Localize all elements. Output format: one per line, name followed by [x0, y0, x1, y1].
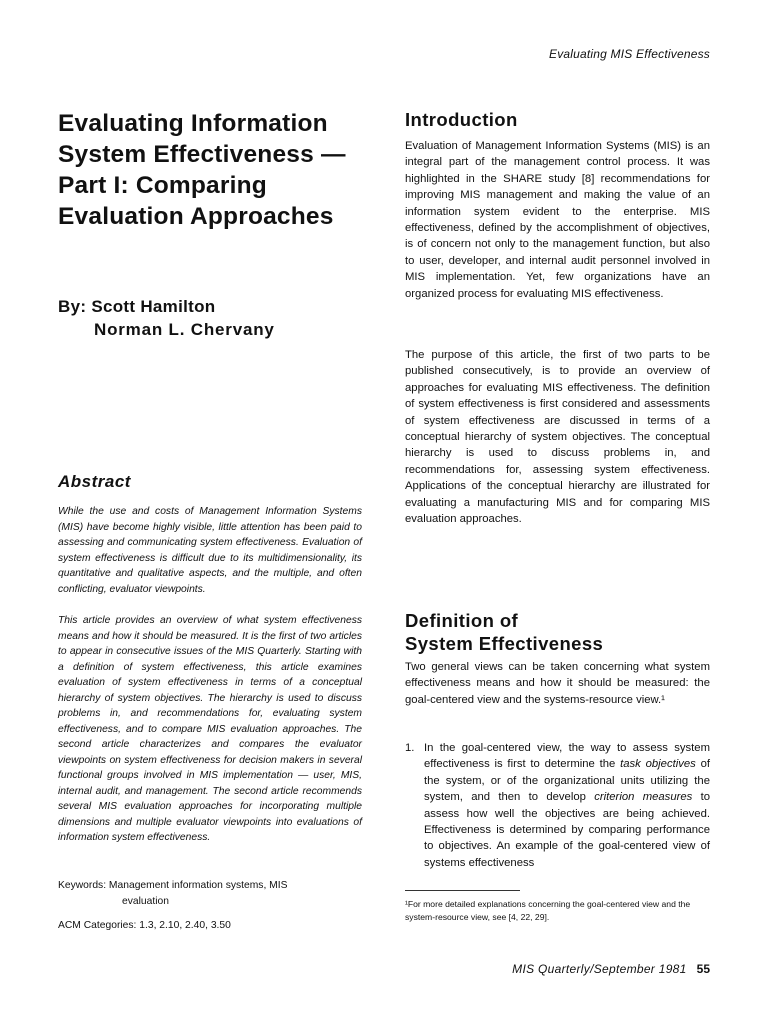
author-byline [58, 295, 362, 341]
title-line: Evaluation Approaches [58, 203, 334, 230]
emphasis-task-objectives: task objectives [620, 758, 696, 771]
acm-categories: ACM Categories: 1.3, 2.10, 2.40, 3.50 [58, 920, 231, 931]
page-footer [512, 962, 710, 976]
heading-line: Definition of [405, 610, 519, 631]
list-text-part: to assess how well the objectives are being achieved. Effectiveness is determined by comparing performance to objectives. An example of the goal-centered view of systems effectiveness [424, 791, 711, 869]
list-text-part: In the goal-centered view, the way to assess system effectiveness is first to determine the [424, 742, 710, 771]
emphasis-criterion-measures: criterion measures [594, 791, 693, 804]
list-text [424, 740, 710, 871]
introduction-paragraph-1: Evaluation of Management Information Systems (MIS) is an integral part of the management control process. It was highlighted in the SHARE study [8] recommendations for improving MIS management and making the value of an information system evident to the enterprise. MIS effectiveness, defined by the accomplishment of objectives, is of concern not only to the management function, but also to user, developer, and internal audit personnel involved in MIS implementation. Yet, few organizations have an organized process for evaluating MIS effectiveness. [405, 140, 710, 300]
list-number: 1. [405, 742, 415, 754]
list-text-part: of the system, or of the organizational units utilizing the system, and then to develop [424, 758, 711, 804]
keywords-continuation: evaluation [122, 895, 169, 907]
left-column [58, 108, 362, 931]
abstract-paragraph-1: While the use and costs of Management Information Systems (MIS) have become highly visible, little attention has been paid to assessing and communicating system effectiveness. Evaluation of system effectiveness is difficult due to its multidimensionality, its quantitative and qualitative aspects, and the multiple, and often conflicting, evaluator viewpoints. [58, 506, 362, 595]
footnote: ¹For more detailed explanations concerning the goal-centered view and the system-resource view, see [4, 22, 29]. [405, 899, 691, 922]
heading-line: Introduction [405, 109, 518, 130]
list-item [405, 740, 710, 871]
running-header: Evaluating MIS Effectiveness [548, 47, 710, 61]
heading-line: System Effectiveness [405, 633, 604, 654]
title-line: Evaluating Information [58, 110, 328, 137]
footnote-rule [405, 890, 520, 891]
definition-paragraph: Two general views can be taken concerning what system effectiveness means and how it should be measured: the goal-centered view and the systems-resource view.¹ [405, 661, 710, 706]
abstract-paragraph-2: This article provides an overview of what system effectiveness means and how it should be measured. It is the first of two articles to appear in consecutive issues of the MIS Quarterly. Starting with a definition of system effectiveness, this article examines evaluation of system effectiveness in terms of a conceptual hierarchy of system objectives. The hierarchy is used to discuss problems in, and recommendations for, evaluating system effectiveness, and to compare MIS evaluation approaches. The second article characterizes and compares the evaluator viewpoints on system effectiveness for decision makers in several functional groups involved in MIS implementation — user, MIS, internal audit, and management. The second article recommends several MIS evaluation approaches for incorporating multiple dimensions and multiple evaluator viewpoints into evaluations of information system effectiveness. [58, 615, 362, 843]
definition-heading [405, 609, 603, 655]
journal-name: MIS Quarterly/September 1981 [512, 962, 687, 976]
article-title [58, 108, 362, 232]
keywords-block [58, 878, 362, 934]
abstract-heading: Abstract [58, 472, 131, 491]
title-line: Part I: Comparing [58, 172, 267, 199]
introduction-heading [405, 108, 518, 131]
author-line-2: Norman L. Chervany [94, 320, 275, 339]
introduction-paragraph-2: The purpose of this article, the first of two parts to be published consecutively, is to provide an overview of approaches for evaluating MIS effectiveness. The definition of system effectiveness is first considered and assessments of system effectiveness are discussed in terms of a conceptual hierarchy of system objectives. The conceptual hierarchy is used to discuss problems in, and recommendations for, assessing system effectiveness. Applications of the conceptual hierarchy are illustrated for evaluating a manufacturing MIS and for comparing MIS evaluation approaches. [405, 349, 710, 526]
author-line-1: By: Scott Hamilton [58, 297, 216, 316]
title-line: System Effectiveness — [58, 141, 346, 168]
keywords-line: Keywords: Management information systems, MIS [58, 880, 288, 891]
page-number: 55 [696, 962, 710, 976]
